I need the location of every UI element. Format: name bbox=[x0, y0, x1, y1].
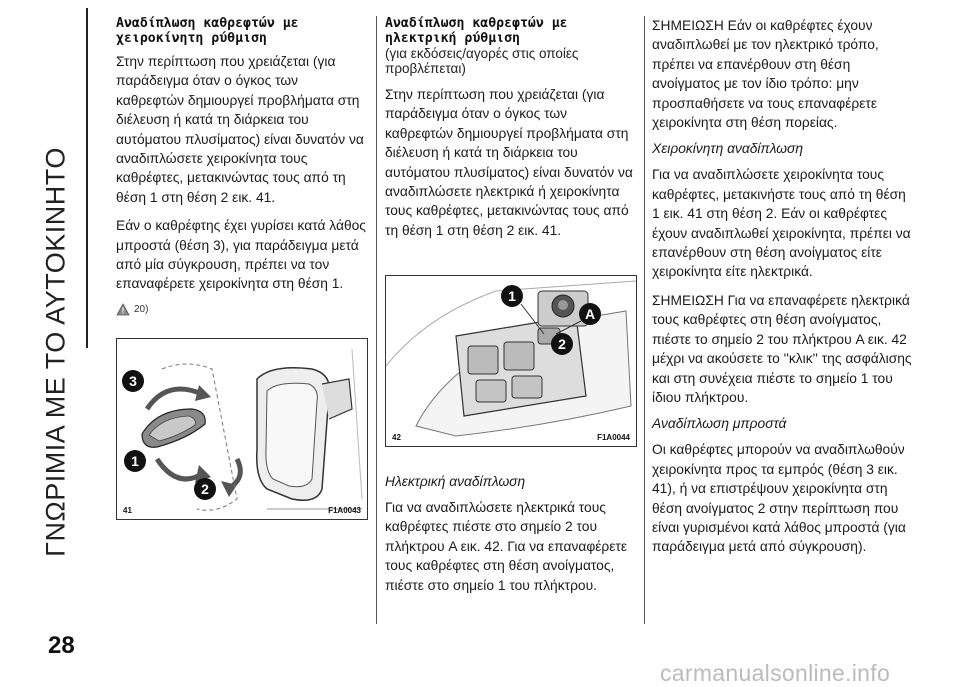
figure-code: F1A0043 bbox=[328, 506, 361, 515]
callout-2 bbox=[194, 478, 216, 500]
paragraph: Εάν ο καθρέφτης έχει γυρίσει κατά λάθος μπροστά (θέση 3), για παράδειγμα μετά από μία σύγκρουση, πρέπει να τον επαναφέρετε χειροκίνητα στη θέση 1. bbox=[116, 218, 366, 292]
callout-3 bbox=[122, 370, 144, 392]
paragraph: Οι καθρέφτες μπορούν να αναδιπλωθούν χειροκίνητα προς τα εμπρός (θέση 3 εικ. 41), ή να επιστρέψουν χειροκίνητα στη θέση ανοίγματος 2 στην περίπτωση που είναι γυρισμένοι κατά λάθος μπροστά (για παράδειγμα μετά από σύγκρουση). bbox=[652, 442, 906, 555]
note-reference bbox=[116, 303, 366, 316]
sidebar-rule bbox=[86, 8, 88, 348]
column-divider bbox=[644, 16, 645, 624]
svg-text:1: 1 bbox=[508, 288, 516, 304]
paragraph: Για να αναδιπλώσετε ηλεκτρικά τους καθρέφτες πιέστε στο σημείο 2 του πλήκτρου A εικ. 42. Για να επαναφέρετε τους καθρέφτες στη θέση ανοίγματος, πιέστε στο σημείο 1 του πλήκτρου. bbox=[385, 500, 628, 593]
svg-text:1: 1 bbox=[131, 453, 139, 469]
callout-2 bbox=[551, 333, 573, 355]
subheading-forward: Αναδίπλωση μπροστά bbox=[652, 416, 787, 432]
callout-1 bbox=[124, 450, 146, 472]
paragraph: ΣΗΜΕΙΩΣΗ Εάν οι καθρέφτες έχουν αναδιπλωθεί με τον ηλεκτρικό τρόπο, πρέπει να επανέρθουν στη θέση ανοίγματος με τον ίδιο τρόπο: μην προσπαθήσετε να τους επαναφέρετε χειροκίνητα στη θέση πορείας. bbox=[652, 18, 879, 131]
column-2-lower bbox=[385, 466, 635, 604]
svg-text:2: 2 bbox=[558, 336, 566, 352]
callout-A bbox=[579, 303, 601, 325]
heading-electric-folding: Αναδίπλωση καθρεφτών με ηλεκτρική ρύθμιση bbox=[385, 16, 568, 46]
subheading-manual: Χειροκίνητη αναδίπλωση bbox=[652, 141, 804, 157]
subheading-versions: (για εκδόσεις/αγορές στις οποίες προβλέπεται) bbox=[385, 46, 579, 76]
note-number: 20) bbox=[134, 303, 149, 315]
column-1 bbox=[116, 16, 366, 316]
switch-panel-illustration bbox=[386, 276, 636, 446]
footer-watermark: carmanualsonline.info bbox=[660, 660, 891, 686]
paragraph: Στην περίπτωση που χρειάζεται (για παράδειγμα όταν ο όγκος των καθρεφτών δημιουργεί προβλήματα στη διέλευση ή κατά τη διάρκεια του αυτόματου πλυσίματος) είναι δυνατόν να αναδιπλώσετε χειροκίνητα τους καθρέφτες, μετακινώντας τους από τη θέση 1 στη θέση 2 εικ. 41. bbox=[116, 54, 364, 205]
figure-41 bbox=[116, 338, 368, 520]
figure-42 bbox=[385, 275, 637, 447]
paragraph: Για να αναδιπλώσετε χειροκίνητα τους καθρέφτες, μετακινήστε τους από τη θέση 1 εικ. 41 στη θέση 2. Εάν οι καθρέφτες έχουν αναδιπλωθεί χειροκίνητα, πρέπει να επανέρθουν στη θέση ανοίγματος είτε χειροκίνητα είτε ηλεκτρικά. bbox=[652, 167, 911, 280]
page-number: 28 bbox=[48, 632, 75, 659]
svg-text:A: A bbox=[584, 306, 596, 322]
paragraph: ΣΗΜΕΙΩΣΗ Για να επαναφέρετε ηλεκτρικά τους καθρέφτες στη θέση ανοίγματος, πιέστε το σημείο 2 του πλήκτρου A εικ. 42 μέχρι να ακούσετε το ''κλικ'' της ασφάλισης και στη συνέχεια πιέστε το σημείο 1 του ίδιου πλήκτρου. bbox=[652, 292, 912, 405]
figure-code: F1A0044 bbox=[597, 433, 630, 442]
svg-text:2: 2 bbox=[201, 481, 209, 497]
callout-1 bbox=[501, 285, 523, 307]
mirror-illustration bbox=[117, 339, 367, 519]
figure-number: 42 bbox=[392, 433, 401, 442]
figure-number: 41 bbox=[123, 506, 132, 515]
paragraph: Στην περίπτωση που χρειάζεται (για παράδειγμα όταν ο όγκος των καθρεφτών δημιουργεί προβλήματα στη διέλευση ή κατά τη διάρκεια του αυτόματου πλυσίματος) είναι δυνατόν να αναδιπλώσετε ηλεκτρικά ή χειροκίνητα τους καθρέφτες, μετακινώντας τους από τη θέση 1 στη θέση 2 εικ. 41. bbox=[385, 87, 633, 238]
svg-text:3: 3 bbox=[129, 373, 137, 389]
warning-icon bbox=[116, 303, 130, 316]
column-divider bbox=[376, 16, 377, 624]
subheading-electric: Ηλεκτρική αναδίπλωση bbox=[385, 474, 526, 489]
column-2 bbox=[385, 16, 635, 249]
section-title: ΓΝΩΡΙΜΙΑ ΜΕ ΤΟ ΑΥΤΟΚΙΝΗΤΟ bbox=[40, 147, 71, 557]
column-3 bbox=[652, 16, 914, 566]
heading-manual-folding: Αναδίπλωση καθρεφτών με χειροκίνητη ρύθμιση bbox=[116, 16, 299, 46]
sidebar bbox=[0, 0, 90, 686]
